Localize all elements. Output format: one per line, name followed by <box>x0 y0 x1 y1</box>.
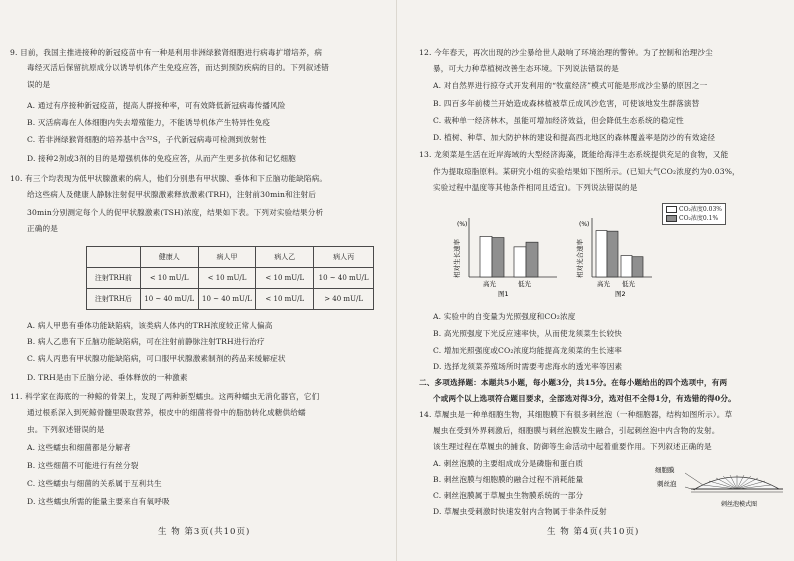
q12-option-a: A. 对自然界进行掠夺式开发利用的“牧童经济”模式可能是形成沙尘暴的原因之一 <box>433 81 708 90</box>
q9-option-a: A. 通过有序接种新冠疫苗，提高人群接种率，可有效降低新冠病毒传播风险 <box>27 101 286 110</box>
q11-option-c: C. 这些蠕虫与细菌的关系属于互利共生 <box>27 479 162 488</box>
q14-option-d: D. 草履虫受刺激时快速发射内含物属于非条件反射 <box>433 507 607 516</box>
q11-option-d: D. 这些蠕虫所需的能量主要来自有氧呼吸 <box>27 497 170 506</box>
fig1-xtick: 高光 <box>483 280 496 288</box>
bar-1-高光-series-1 <box>480 236 492 277</box>
bar-2-低光-series-2 <box>632 257 643 277</box>
bar-1-低光-series-1 <box>514 247 526 277</box>
q13-option-a: A. 实验中的自变量为光照强度和CO₂浓度 <box>433 312 576 321</box>
q9-option-b: B. 灭活病毒在人体细胞内失去增殖能力，不能诱导机体产生特异性免疫 <box>27 118 271 127</box>
legend-item-high-co2 <box>666 214 722 223</box>
q10-option-a: A. 病人甲患有垂体功能缺陷病，该类病人体内的TRH浓度较正常人偏高 <box>27 321 273 330</box>
table-cell: < 10 mU/L <box>140 268 198 289</box>
q14-line-2: 履虫在受到外界刺激后，细胞膜与刺丝泡膜发生融合，引起刺丝泡中内含物的发射。 <box>433 426 720 435</box>
fig2-xtick: 低光 <box>622 280 635 288</box>
q9-line-2: 毒经灭活后保留抗原成分以诱导机体产生免疫应答，而达到预防疾病的目的。下列叙述错 <box>27 63 330 72</box>
legend-label: CO₂浓度0.1% <box>679 215 719 222</box>
q9-option-c: C. 若非洲绿猴肾细胞的培养基中含³²S，子代新冠病毒可检测到放射性 <box>27 135 267 144</box>
q13-line-1: 13. 龙须菜是生活在近岸海域的大型经济海藻，既能给海洋生态系统提供充足的食物，又能 <box>419 150 729 159</box>
q13-line-3: 实验过程中温度等其他条件相同且适宜)。下列说法错误的是 <box>433 183 638 192</box>
growth-rate-figures <box>397 196 794 298</box>
q13-option-c: C. 增加光照强度或CO₂浓度均能提高龙须菜的生长速率 <box>433 346 622 355</box>
table-cell: < 10 mU/L <box>256 268 314 289</box>
trichocyst-label: 刺丝泡 <box>657 480 677 488</box>
table-header-row <box>87 247 374 268</box>
q10-line-3: 30min分别测定每个人的促甲状腺激素(TSH)浓度，结果如下表。下列对实验结果分析 <box>27 208 324 217</box>
trichocyst-diagram <box>655 455 791 515</box>
q13-option-b: B. 高光照强度下光反应速率快，从而使龙须菜生长较快 <box>433 329 622 338</box>
q12-line-2: 暴，可大力种草植树改善生态环境。下列说法错误的是 <box>433 64 619 73</box>
table-row <box>87 268 374 289</box>
page-footer: 生 物 第4页(共10页) <box>547 527 640 537</box>
table-cell: 注射TRH前 <box>87 268 141 289</box>
section-2-line-1: 二、多项选择题：本题共5小题，每小题3分，共15分。在每小题给出的四个选项中，有两 <box>419 378 728 387</box>
q11-line-3: 虫。下列叙述错误的是 <box>27 425 105 434</box>
q11-option-b: B. 这些细菌不可能进行有丝分裂 <box>27 461 139 470</box>
tsh-data-table <box>86 246 374 310</box>
q11-line-1: 11. 科学家在海底的一种鲸的骨架上，发现了两种新型蠕虫。这两种蠕虫无消化器官，它们 <box>10 392 320 401</box>
table-cell: 10 ~ 40 mU/L <box>198 289 256 310</box>
q9-line-3: 误的是 <box>27 80 51 89</box>
chart-legend <box>662 203 726 225</box>
q10-option-d: D. TRH是由下丘脑分泌、垂体释放的一种激素 <box>27 373 188 382</box>
diagram-caption: 刺丝泡模式图 <box>721 501 758 508</box>
page-footer: 生 物 第3页(共10页) <box>158 527 251 537</box>
q10-option-c: C. 病人丙患有甲状腺功能缺陷病，可口服甲状腺激素制剂的药品来缓解症状 <box>27 354 286 363</box>
q13-line-2: 作为提取琼脂原料。某研究小组的实验结果如下图所示。(已知大气CO₂浓度约为0.03%， <box>433 167 740 176</box>
table-header-cell: 病人丙 <box>314 247 374 268</box>
table-cell: < 10 mU/L <box>256 289 314 310</box>
table-cell: < 10 mU/L <box>198 268 256 289</box>
label-leader <box>685 473 703 485</box>
table-cell: 10 ~ 40 mU/L <box>140 289 198 310</box>
table-header-cell: 病人乙 <box>256 247 314 268</box>
q11-line-2: 通过根系深入到死鲸骨髓里吸取营养，根皮中的细菌将骨中的脂肪转化成糖供给蠕 <box>27 408 306 417</box>
q12-option-b: B. 四百多年前楼兰开始造成森林植被草丘成风沙危害，可使该地发生群落演替 <box>433 99 700 108</box>
table-cell: > 40 mU/L <box>314 289 374 310</box>
q9-option-d: D. 接种2剂或3剂的目的是增强机体的免疫应答，从而产生更多抗体和记忆细胞 <box>27 154 296 163</box>
bar-1-低光-series-2 <box>526 242 538 277</box>
table-cell: 注射TRH后 <box>87 289 141 310</box>
fig1-xtick: 低光 <box>518 280 531 288</box>
figure-1 <box>452 218 557 298</box>
q14-line-3: 该生理过程在草履虫的捕食、防御等生命活动中起着重要作用。下列叙述正确的是 <box>433 442 712 451</box>
figure-2 <box>575 218 652 298</box>
cell-membrane-label: 细胞膜 <box>655 466 675 474</box>
q14-option-a: A. 刺丝泡膜的主要组成成分是磷脂和蛋白质 <box>433 459 584 468</box>
legend-swatch <box>666 206 677 213</box>
legend-item-low-co2 <box>666 205 722 214</box>
q12-line-1: 12. 今年春天，再次出现的沙尘暴给世人敲响了环境治理的警钟。为了控制和治理沙尘 <box>419 48 713 57</box>
q10-line-4: 正确的是 <box>27 224 58 233</box>
fig2-ylabel: 相对光合速率 <box>576 239 584 278</box>
fig1-caption: 图1 <box>498 290 509 298</box>
fig1-ylabel: 相对生长速率 <box>453 239 461 278</box>
q14-line-1: 14. 草履虫是一种单细胞生物，其细胞膜下有很多刺丝泡（一种细胞器，结构如图所示）。草 <box>419 410 733 419</box>
fig2-unit: (%) <box>579 221 590 228</box>
table-header-cell: 病人甲 <box>198 247 256 268</box>
legend-label: CO₂浓度0.03% <box>679 206 722 213</box>
legend-swatch <box>666 215 677 222</box>
table-row <box>87 289 374 310</box>
fig2-caption: 图2 <box>615 290 626 298</box>
q12-option-d: D. 植树、种草、加大防护林的建设和提高西北地区的森林覆盖率是防沙的有效途径 <box>433 133 716 142</box>
q13-option-d: D. 选择龙须菜养殖场所时需要考虑海水的透光率等因素 <box>433 362 623 371</box>
q14-option-b: B. 刺丝泡膜与细胞膜的融合过程不消耗能量 <box>433 475 584 484</box>
q12-option-c: C. 栽种单一经济林木，虽能可增加经济效益，但会降低生态系统的稳定性 <box>433 116 684 125</box>
q10-line-2: 给这些病人及健康人静脉注射促甲状腺激素释放激素(TRH)，注射前30min和注射后 <box>27 190 317 199</box>
q10-line-1: 10. 有三个均表现为低甲状腺激素的病人，他们分别患有甲状腺、垂体和下丘脑功能缺陷病。 <box>10 174 328 183</box>
page-4 <box>397 0 794 561</box>
q14-option-c: C. 刺丝泡膜属于草履虫生物膜系统的一部分 <box>433 491 584 500</box>
section-2-line-2: 个或两个以上选项符合题目要求，全部选对得3分，选对但不全得1分，有选错的得0分。 <box>433 394 736 403</box>
q9-line-1: 9. 目前，我国主推进接种的新冠疫苗中有一种是利用非洲绿猴肾细胞进行病毒扩增培养，病 <box>10 48 323 57</box>
bar-1-高光-series-2 <box>492 238 504 277</box>
table-header-cell: 健康人 <box>140 247 198 268</box>
q10-option-b: B. 病人乙患有下丘脑功能缺陷病，可在注射前静脉注射TRH进行治疗 <box>27 337 265 346</box>
bar-2-高光-series-2 <box>607 231 618 277</box>
fig1-unit: (%) <box>457 221 468 228</box>
fig2-xtick: 高光 <box>597 280 610 288</box>
table-header-cell <box>87 247 141 268</box>
q11-option-a: A. 这些蠕虫和细菌都是分解者 <box>27 443 131 452</box>
bar-2-高光-series-1 <box>596 231 607 277</box>
table-cell: 10 ~ 40 mU/L <box>314 268 374 289</box>
bar-2-低光-series-1 <box>621 256 632 277</box>
